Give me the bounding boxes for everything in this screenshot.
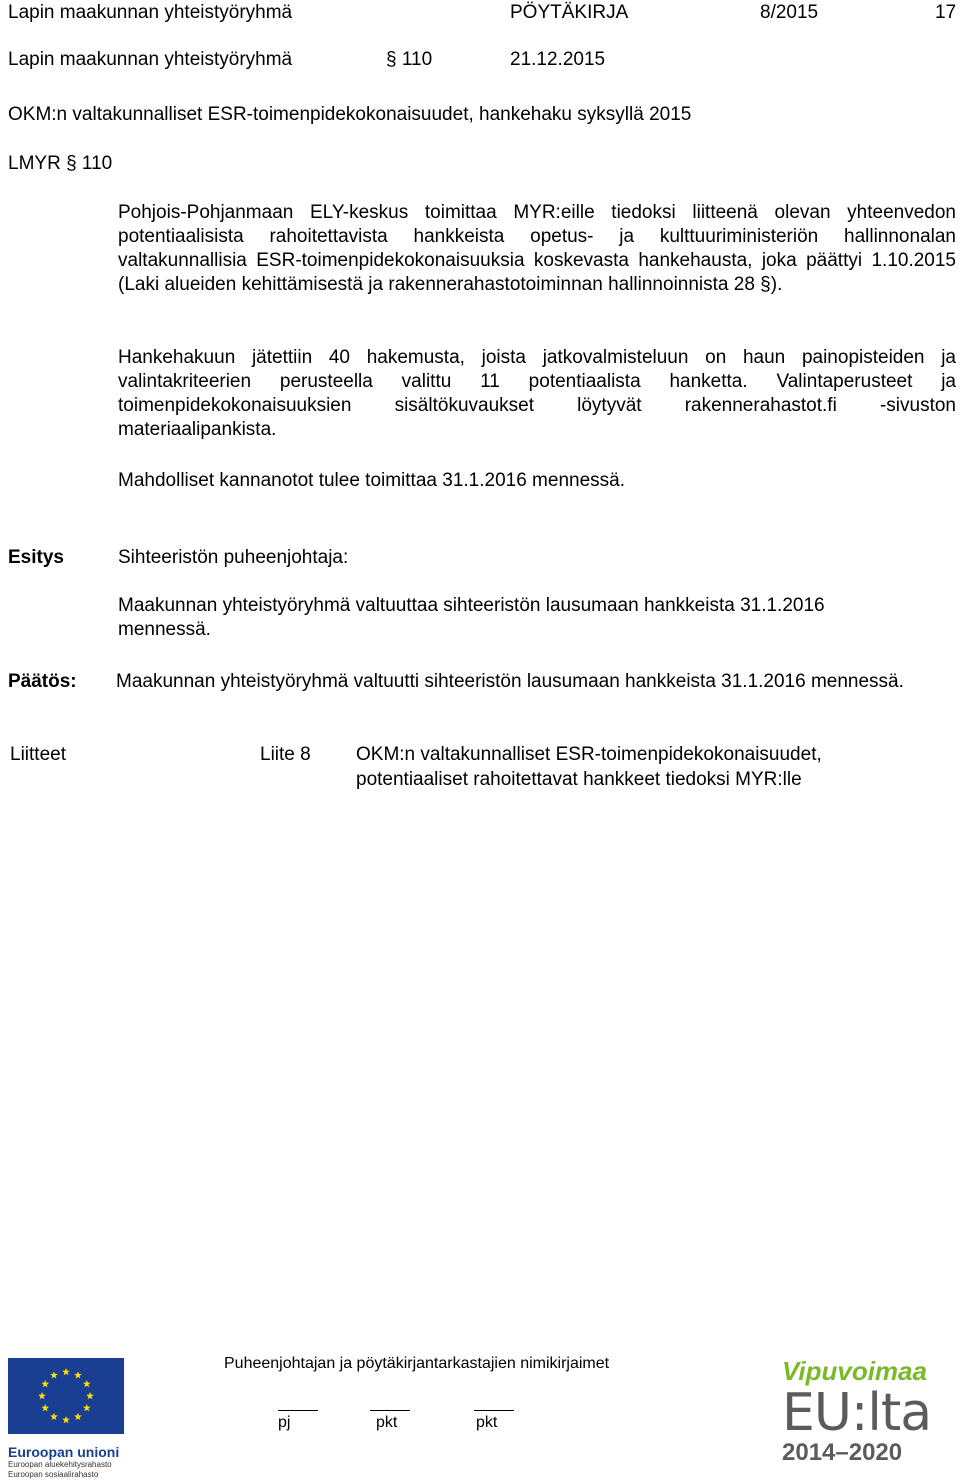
header-org: Lapin maakunnan yhteistyöryhmä xyxy=(8,2,293,23)
paatos-text: Maakunnan yhteistyöryhmä valtuutti sihteeristön lausumaan hankkeista 31.1.2016 mennessä. xyxy=(116,671,904,692)
vipuvoimaa-years: 2014–2020 xyxy=(782,1439,903,1466)
header-doc-number: 8/2015 xyxy=(760,2,819,23)
signature-title: Puheenjohtajan ja pöytäkirjantarkastajien nimikirjaimet xyxy=(224,1355,610,1372)
signature-line-pkt-1 xyxy=(370,1410,410,1411)
lmyr-reference: LMYR § 110 xyxy=(8,153,113,174)
paatos-label: Päätös: xyxy=(8,671,77,692)
meeting-section: § 110 xyxy=(386,49,433,70)
signature-line-pkt-2 xyxy=(474,1410,514,1411)
liitteet-desc-line2: potentiaaliset rahoitettavat hankkeet tiedoksi MYR:lle xyxy=(356,769,802,790)
eu-logo-title: Euroopan unioni xyxy=(8,1444,120,1460)
eu-logo xyxy=(8,1358,124,1480)
eu-flag-icon xyxy=(8,1358,124,1434)
eu-logo-fund-1: Euroopan aluekehitysrahasto xyxy=(8,1460,112,1469)
header-doc-type: PÖYTÄKIRJA xyxy=(510,2,629,23)
meeting-org: Lapin maakunnan yhteistyöryhmä xyxy=(8,49,293,70)
paragraph-summary: Pohjois-Pohjanmaan ELY-keskus toimittaa MYR:eille tiedoksi liitteenä olevan yhteenvedon potentiaalisista rahoitettavista hankkeista opetus- ja kulttuuriministeriön hallinnonalan valtakunnallisia ESR-toimenpidekokonaisuuksia koskevasta hankehausta, joka päättyi 1.10.2015 (Laki alueiden kehittämisestä ja rakennerahastotoiminnan hallinnoinnista 28 §). xyxy=(118,202,956,295)
vipuvoimaa-logo xyxy=(782,1356,958,1466)
signature-label-pkt-2: pkt xyxy=(476,1414,498,1431)
esitys-text: Maakunnan yhteistyöryhmä valtuuttaa sihteeristön lausumaan hankkeista 31.1.2016 mennessä. xyxy=(118,595,825,640)
meeting-date: 21.12.2015 xyxy=(510,49,606,70)
vipuvoimaa-word: Vipuvoimaa xyxy=(782,1356,927,1386)
esitys-speaker: Sihteeristön puheenjohtaja: xyxy=(118,547,349,568)
liitteet-desc-line1: OKM:n valtakunnalliset ESR-toimenpidekokonaisuudet, xyxy=(356,744,822,765)
paragraph-applications: Hankehakuun jätettiin 40 hakemusta, joista jatkovalmisteluun on haun painopisteiden ja valintakriteerien perusteella valittu 11 potentiaalista hanketta. Valintaperusteet ja toimenpidekokonaisuuksien sisältökuvaukset löytyvät rakennerahastot.fi -sivuston materiaalipankista. xyxy=(118,347,956,440)
eu-logo-fund-2: Euroopan sosiaalirahasto xyxy=(8,1470,99,1479)
esitys-label: Esitys xyxy=(8,547,64,568)
liitteet-item: Liite 8 xyxy=(260,744,311,765)
header-page-number: 17 xyxy=(935,2,957,23)
vipuvoimaa-eu-text: EU:lta xyxy=(782,1383,932,1443)
item-title: OKM:n valtakunnalliset ESR-toimenpidekokonaisuudet, hankehaku syksyllä 2015 xyxy=(8,104,692,125)
signature-label-pj: pj xyxy=(278,1414,291,1431)
paragraph-deadline: Mahdolliset kannanotot tulee toimittaa 31.1.2016 mennessä. xyxy=(118,470,625,491)
liitteet-label: Liitteet xyxy=(10,744,66,765)
signature-line-pj xyxy=(278,1410,318,1411)
signature-label-pkt-1: pkt xyxy=(376,1414,398,1431)
